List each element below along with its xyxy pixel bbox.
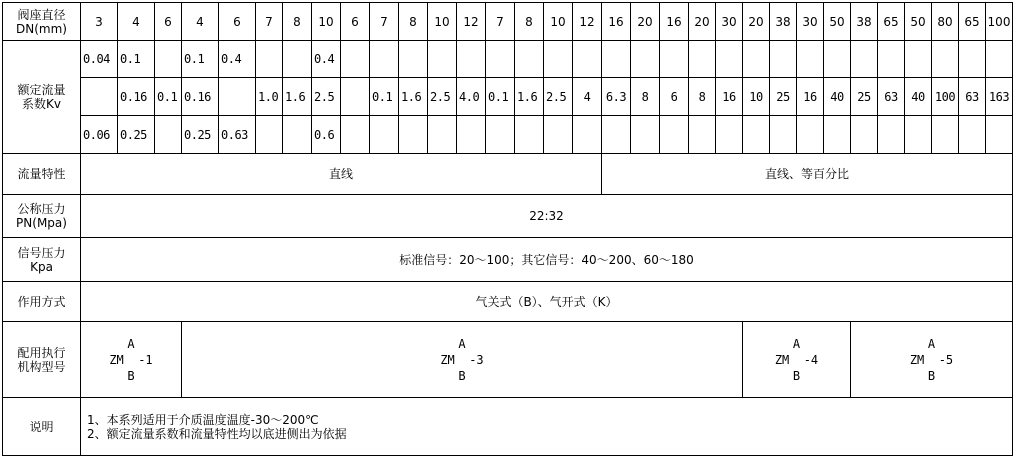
dn-cell: 16 <box>602 3 631 41</box>
dn-cell: 7 <box>370 3 399 41</box>
dn-cell: 38 <box>770 3 797 41</box>
kv-cell: 6.3 <box>602 78 631 116</box>
kv-cell: 0.25 <box>182 116 219 154</box>
kv-row-2 <box>3 78 1013 116</box>
flow-char-label: 流量特性 <box>3 154 81 195</box>
dn-cell: 8 <box>399 3 428 41</box>
signal-label: 信号压力 Kpa <box>3 238 81 282</box>
dn-cell: 6 <box>341 3 370 41</box>
dn-cell: 38 <box>851 3 878 41</box>
actuator-zm3: A ZM -3 B <box>182 322 743 398</box>
signal-row <box>3 238 1013 282</box>
kv-cell: 4 <box>573 78 602 116</box>
dn-cell: 8 <box>283 3 312 41</box>
kv-cell <box>370 116 399 154</box>
kv-cell: 0.4 <box>312 41 341 78</box>
dn-cell: 20 <box>689 3 716 41</box>
kv-cell: 8 <box>689 78 716 116</box>
kv-cell: 16 <box>716 78 743 116</box>
kv-cell: 63 <box>878 78 905 116</box>
kv-cell <box>959 116 986 154</box>
signal-value: 标准信号：20～100；其它信号：40～200、60～180 <box>81 238 1013 282</box>
dn-cell: 4 <box>118 3 155 41</box>
kv-cell: 0.1 <box>182 41 219 78</box>
kv-cell <box>932 41 959 78</box>
kv-cell <box>986 116 1013 154</box>
kv-cell <box>544 116 573 154</box>
kv-cell <box>219 78 256 116</box>
dn-cell: 65 <box>959 3 986 41</box>
kv-cell: 0.1 <box>370 78 399 116</box>
kv-cell: 63 <box>959 78 986 116</box>
kv-cell <box>851 41 878 78</box>
pn-value: 22:32 <box>81 195 1013 238</box>
kv-cell: 0.6 <box>312 116 341 154</box>
dn-cell: 16 <box>660 3 689 41</box>
kv-cell <box>743 116 770 154</box>
kv-label: 额定流量 系数Kv <box>3 41 81 154</box>
kv-cell <box>256 116 283 154</box>
pn-label: 公称压力 PN(Mpa) <box>3 195 81 238</box>
dn-cell: 7 <box>486 3 515 41</box>
kv-cell <box>770 41 797 78</box>
actuator-row <box>3 322 1013 398</box>
kv-cell <box>81 78 118 116</box>
action-label: 作用方式 <box>3 282 81 322</box>
kv-cell: 0.63 <box>219 116 256 154</box>
dn-cell: 50 <box>824 3 851 41</box>
dn-cell: 6 <box>155 3 182 41</box>
kv-cell: 1.6 <box>283 78 312 116</box>
kv-cell <box>341 41 370 78</box>
dn-cell: 100 <box>986 3 1013 41</box>
kv-cell <box>986 41 1013 78</box>
dn-cell: 12 <box>573 3 602 41</box>
kv-cell: 2.5 <box>428 78 457 116</box>
dn-cell: 12 <box>457 3 486 41</box>
kv-cell: 0.4 <box>219 41 256 78</box>
notes-label: 说明 <box>3 398 81 456</box>
kv-cell <box>602 116 631 154</box>
kv-row-1 <box>3 41 1013 78</box>
kv-cell: 25 <box>851 78 878 116</box>
kv-cell: 0.25 <box>118 116 155 154</box>
flow-char-linear: 直线 <box>81 154 602 195</box>
kv-cell <box>486 41 515 78</box>
kv-cell: 2.5 <box>312 78 341 116</box>
flow-char-linear-equal-pct: 直线、等百分比 <box>602 154 1013 195</box>
kv-cell: 0.16 <box>182 78 219 116</box>
pn-row <box>3 195 1013 238</box>
kv-cell: 0.1 <box>155 78 182 116</box>
kv-cell: 0.16 <box>118 78 155 116</box>
dn-cell: 20 <box>743 3 770 41</box>
kv-row-3 <box>3 116 1013 154</box>
kv-cell <box>660 41 689 78</box>
kv-cell: 6 <box>660 78 689 116</box>
kv-cell <box>824 41 851 78</box>
kv-cell <box>155 41 182 78</box>
dn-cell: 65 <box>878 3 905 41</box>
dn-cell: 30 <box>716 3 743 41</box>
valve-spec-table <box>2 2 1013 456</box>
kv-cell <box>716 41 743 78</box>
action-value: 气关式（B）、气开式（K） <box>81 282 1013 322</box>
flow-char-row <box>3 154 1013 195</box>
kv-cell: 40 <box>905 78 932 116</box>
kv-cell <box>341 78 370 116</box>
actuator-zm4: A ZM -4 B <box>743 322 851 398</box>
kv-cell <box>341 116 370 154</box>
kv-cell <box>743 41 770 78</box>
kv-cell <box>428 116 457 154</box>
kv-cell <box>631 116 660 154</box>
kv-cell: 16 <box>797 78 824 116</box>
kv-cell: 4.0 <box>457 78 486 116</box>
kv-cell <box>283 116 312 154</box>
dn-cell: 8 <box>515 3 544 41</box>
kv-cell: 0.1 <box>118 41 155 78</box>
dn-cell: 10 <box>544 3 573 41</box>
actuator-zm1: A ZM -1 B <box>81 322 182 398</box>
kv-cell <box>399 41 428 78</box>
kv-cell <box>770 116 797 154</box>
notes-row <box>3 398 1013 456</box>
kv-cell <box>878 116 905 154</box>
kv-cell: 10 <box>743 78 770 116</box>
kv-cell <box>824 116 851 154</box>
kv-cell <box>155 116 182 154</box>
kv-cell <box>716 116 743 154</box>
kv-cell <box>851 116 878 154</box>
kv-cell <box>486 116 515 154</box>
kv-cell: 100 <box>932 78 959 116</box>
kv-cell <box>370 41 399 78</box>
kv-cell <box>689 41 716 78</box>
dn-cell: 10 <box>428 3 457 41</box>
dn-cell: 30 <box>797 3 824 41</box>
kv-cell: 8 <box>631 78 660 116</box>
kv-cell <box>256 41 283 78</box>
note-1: 1、本系列适用于介质温度温度-30～200℃ <box>87 412 319 427</box>
kv-cell <box>457 116 486 154</box>
kv-cell <box>428 41 457 78</box>
notes-content <box>81 398 1013 456</box>
kv-cell <box>905 41 932 78</box>
kv-cell: 40 <box>824 78 851 116</box>
kv-cell: 2.5 <box>544 78 573 116</box>
kv-cell <box>515 41 544 78</box>
kv-cell <box>905 116 932 154</box>
kv-cell: 1.0 <box>256 78 283 116</box>
dn-cell: 20 <box>631 3 660 41</box>
kv-cell: 25 <box>770 78 797 116</box>
kv-cell <box>932 116 959 154</box>
dn-label: 阀座直径 DN(mm) <box>3 3 81 41</box>
kv-cell: 163 <box>986 78 1013 116</box>
kv-cell: 1.6 <box>515 78 544 116</box>
kv-cell <box>797 116 824 154</box>
actuator-zm5: A ZM -5 B <box>851 322 1013 398</box>
dn-cell: 4 <box>182 3 219 41</box>
note-2: 2、额定流量系数和流量特性均以底进侧出为依据 <box>87 426 347 441</box>
dn-cell: 10 <box>312 3 341 41</box>
kv-cell <box>689 116 716 154</box>
kv-cell <box>878 41 905 78</box>
dn-cell: 50 <box>905 3 932 41</box>
kv-cell <box>457 41 486 78</box>
action-row <box>3 282 1013 322</box>
kv-cell <box>544 41 573 78</box>
actuator-label: 配用执行 机构型号 <box>3 322 81 398</box>
kv-cell <box>283 41 312 78</box>
kv-cell <box>660 116 689 154</box>
dn-cell: 3 <box>81 3 118 41</box>
kv-cell: 0.04 <box>81 41 118 78</box>
dn-row <box>3 3 1013 41</box>
kv-cell <box>573 41 602 78</box>
kv-cell <box>399 116 428 154</box>
kv-cell <box>959 41 986 78</box>
kv-cell <box>515 116 544 154</box>
kv-cell <box>573 116 602 154</box>
kv-cell <box>631 41 660 78</box>
kv-cell <box>602 41 631 78</box>
dn-cell: 7 <box>256 3 283 41</box>
dn-cell: 80 <box>932 3 959 41</box>
kv-cell: 0.06 <box>81 116 118 154</box>
kv-cell <box>797 41 824 78</box>
dn-cell: 6 <box>219 3 256 41</box>
kv-cell: 0.1 <box>486 78 515 116</box>
kv-cell: 1.6 <box>399 78 428 116</box>
